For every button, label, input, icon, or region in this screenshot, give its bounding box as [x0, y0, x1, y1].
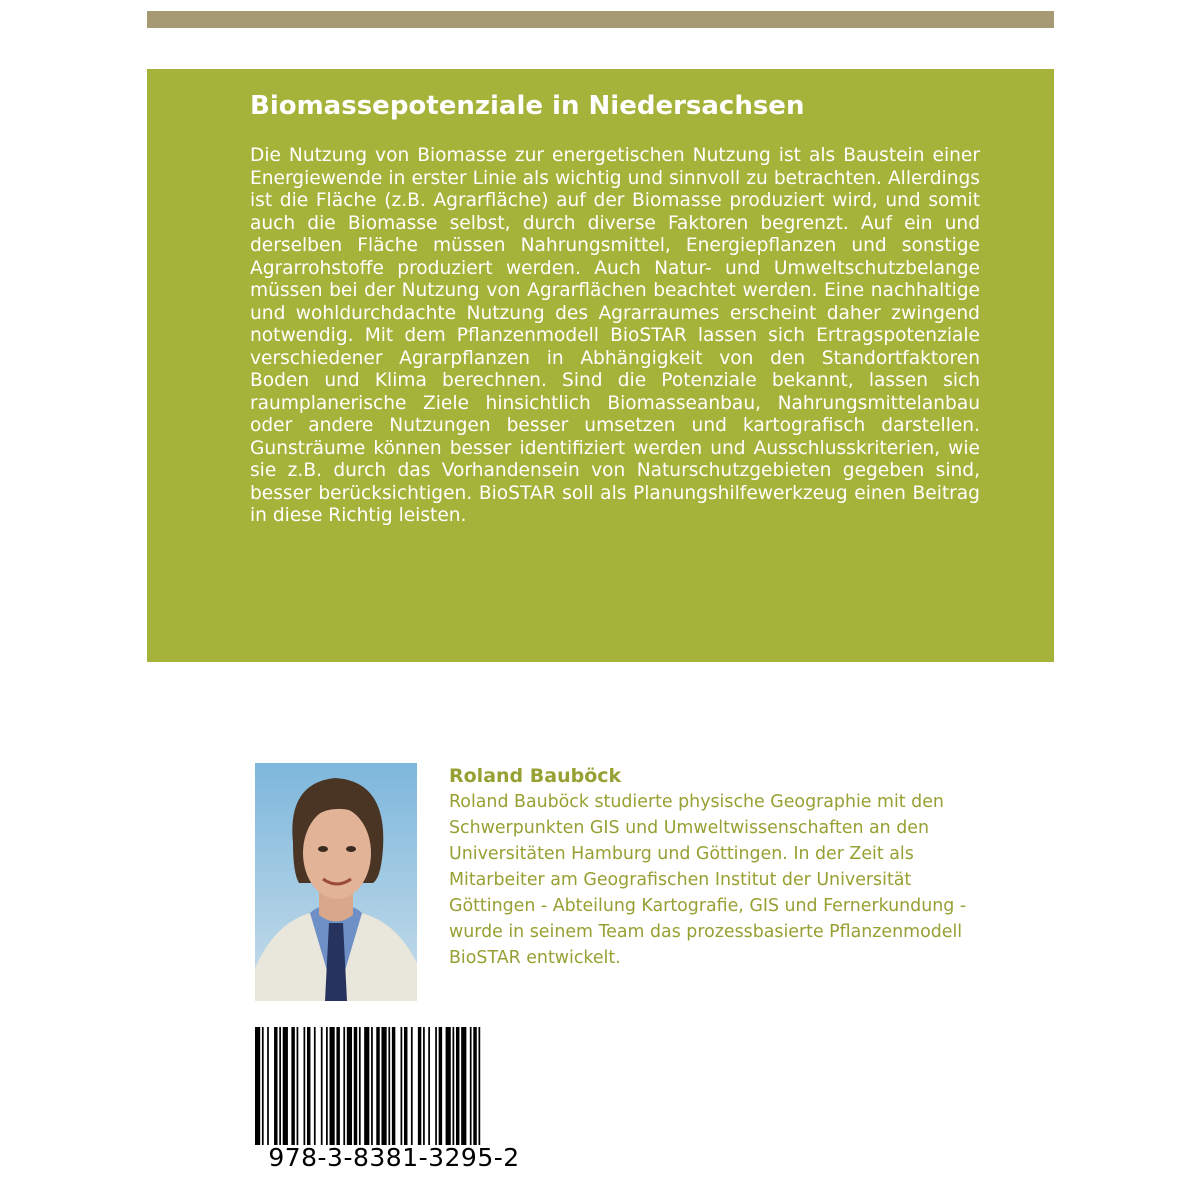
barcode-bar	[453, 1027, 455, 1145]
book-description: Die Nutzung von Biomasse zur energetischen Nutzung ist als Baustein einer Energiewende in erster Linie als wichtig und sinnvoll zu betrachten. Allerdings ist die Fläche (z.B. Agrarfläche) auf der Biomasse produziert wird, und somit auch die Biomasse selbst, durch diverse Faktoren begrenzt. Auf ein und derselben Fläche müssen Nahrungsmittel, Energiepflanzen und sonstige Agrarrohstoffe produziert werden. Auch Natur- und Umweltschutzbelange müssen bei der Nutzung von Agrarflächen beachtet werden. Eine nachhaltige und wohldurchdachte Nutzung des Agrarraumes erscheint daher zwingend notwendig. Mit dem Pflanzenmodell BioSTAR lassen sich Ertragspotenziale verschiedener Agrarpflanzen in Abhängigkeit von den Standortfaktoren Boden und Klima berechnen. Sind die Potenziale bekannt, lassen sich raumplanerische Ziele hinsichtlich Biomasseanbau, Nahrungsmittelanbau oder andere Nutzungen besser umsetzen und kartografisch darstellen. Gunsträume können besser identifiziert werden und Ausschlusskriterien, wie sie z.B. durch das Vorhandensein von Naturschutzgebieten gegeben sind, besser berücksichtigen. BioSTAR soll als Planungshilfewerkzeug einen Beitrag in diese Richtig leisten.	[250, 145, 980, 526]
barcode-bar	[321, 1027, 323, 1145]
barcode-bar	[255, 1027, 260, 1145]
barcode-bar	[371, 1027, 373, 1145]
barcode-bar	[461, 1027, 466, 1145]
barcode-bar	[343, 1027, 345, 1145]
barcode-bar	[291, 1027, 294, 1145]
author-photo	[255, 763, 417, 1001]
description-panel	[147, 69, 1054, 662]
barcode-bar	[404, 1027, 407, 1145]
barcode-bar	[470, 1027, 472, 1145]
barcode-bar	[376, 1027, 379, 1145]
isbn-barcode-icon	[253, 1027, 535, 1145]
barcode-bar	[262, 1027, 264, 1145]
barcode-bar	[381, 1027, 386, 1145]
barcode-bar	[446, 1027, 451, 1145]
barcode-bar	[478, 1027, 480, 1145]
isbn-number: 978-3-8381-3295-2	[268, 1143, 520, 1172]
author-biography: Roland Bauböck studierte physische Geographie mit den Schwerpunkten GIS und Umweltwissenschaften an den Universitäten Hamburg und Göttingen. In der Zeit als Mitarbeiter am Geografischen Institut der Universität Göttingen - Abteilung Kartografie, GIS und Fernerkundung - wurde in seinem Team das prozessbasierte Pflanzenmodell BioSTAR entwickelt.	[449, 792, 967, 968]
barcode-bar	[307, 1027, 310, 1145]
barcode-bar	[336, 1027, 339, 1145]
author-name: Roland Bauböck	[449, 765, 622, 787]
barcode-bar	[435, 1027, 437, 1145]
barcode-bar	[279, 1027, 281, 1145]
barcode-bar	[347, 1027, 352, 1145]
barcode-bar	[359, 1027, 361, 1145]
barcode-bar	[423, 1027, 425, 1145]
barcode-bar	[418, 1027, 421, 1145]
barcode-bar	[401, 1027, 403, 1145]
top-decorative-bar	[147, 11, 1054, 28]
barcode-bar	[388, 1027, 390, 1145]
author-portrait-icon	[255, 763, 417, 1001]
barcode-bar	[456, 1027, 459, 1145]
barcode-bar	[297, 1027, 299, 1145]
barcode-bar	[283, 1027, 288, 1145]
barcode-bar	[314, 1027, 316, 1145]
barcode-bar	[473, 1027, 476, 1145]
barcode-bar	[267, 1027, 269, 1145]
barcode-bar	[326, 1027, 328, 1145]
barcode-bar	[411, 1027, 413, 1145]
barcode-bar	[274, 1027, 277, 1145]
barcode-bar	[392, 1027, 395, 1145]
barcode-bar	[428, 1027, 430, 1145]
barcode-bar	[330, 1027, 335, 1145]
barcode-bar	[304, 1027, 306, 1145]
barcode-bar	[354, 1027, 357, 1145]
barcode-bar	[439, 1027, 442, 1145]
book-title: Biomassepotenziale in Niedersachsen	[250, 91, 805, 121]
barcode-bar	[364, 1027, 369, 1145]
